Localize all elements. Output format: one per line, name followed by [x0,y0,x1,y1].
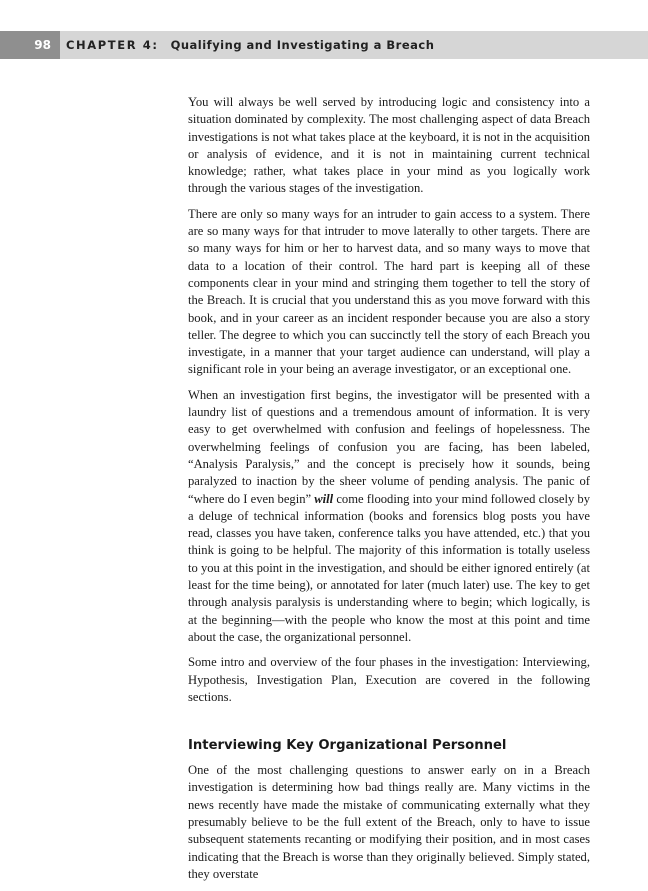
chapter-title: Qualifying and Investigating a Breach [170,38,435,52]
page-body [188,94,590,891]
page-number: 98 [0,31,60,59]
paragraph-2: There are only so many ways for an intruder to gain access to a system. There are so many ways for that intruder to move laterally to other targets. There are so many ways for him or her to harvest data, and so many ways to move that data to a location of their control. The hard part is keeping all of these components clear in your mind and stringing them together to tell the story of the Breach. It is crucial that you understand this as you move forward with this book, and in your career as an incident responder because you are also a story teller. The degree to which you can succinctly tell the story of each Breach you investigate, in a manner that your target audience can understand, will play a significant role in your being an average investigator, or an exceptional one. [188,206,590,377]
paragraph-1: You will always be well served by introducing logic and consistency into a situation dominated by complexity. The most challenging aspect of data Breach investigations is not what takes place at the keyboard, it is not in the acquisition or analysis of evidence, and it is not in maintaining current technical knowledge; rather, what takes place in your mind as you logically work through the various stages of the investigation. [188,95,590,196]
paragraph-3-emphasis: will [314,491,334,506]
paragraph-4: Some intro and overview of the four phases in the investigation: Interviewing, Hypothesis, Investigation Plan, Execution are covered in the following sections. [188,655,590,704]
paragraph-5: One of the most challenging questions to answer early on in a Breach investigation is determining how bad things really are. Many victims in the news recently have made the mistake of communicating externally what they presumably believe to be the full extent of the Breach, only to have to issue subsequent statements recanting or modifying their position, and in most cases indicating that the Breach is worse than they originally believed. Simply stated, they overstate [188,763,590,881]
chapter-heading [66,31,434,59]
section-heading: Interviewing Key Organizational Personnel [188,738,507,754]
paragraph-3-text-a: When an investigation first begins, the investigator will be presented with a laundry list of questions and a tremendous amount of information. It is very easy to get overwhelmed with confusion and feelings of hopelessness. The overwhelming feelings of confusion you are facing, has been labeled, “Analysis Paralysis,” and the concept is precisely how it sounds, being paralyzed to inaction by the sheer volume of pending analysis. The panic of “where do I even begin” [188,387,590,506]
paragraph-3-text-b: come flooding into your mind followed closely by a deluge of technical information (books and forensics blog posts you have read, classes you have taken, conference talks you have attended, etc.) that you think is going to be helpful. The majority of this information is totally useless to you at this point in the investigation, and should be either ignored entirely (at least for the time being), or annotated for later (much later) use. The key to get through analysis paralysis is understanding where to begin; which logically, is at the beginning—with the people who know the most at this point and time about the case, the organizational personnel. [188,491,590,644]
paragraph-3 [188,387,590,646]
chapter-label: CHAPTER 4: [66,38,159,52]
running-header [0,31,648,59]
